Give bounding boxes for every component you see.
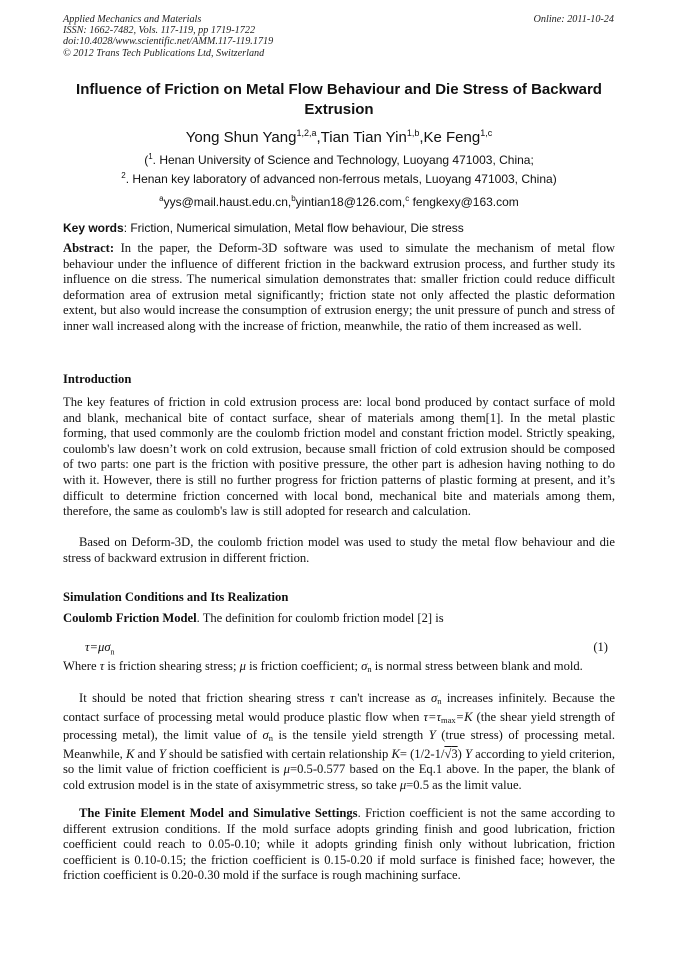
email-link[interactable]: fengkexy@163.com: [409, 195, 519, 209]
issn-line: ISSN: 1662-7482, Vols. 117-119, pp 1719-1722: [63, 25, 256, 37]
email-link[interactable]: yintian18@126.com,: [295, 195, 406, 209]
author-affil-sup: 1,c: [480, 128, 493, 138]
author-name: Ke Feng: [423, 129, 481, 146]
doi-line: doi:10.4028/www.scientific.net/AMM.117-119.1719: [63, 36, 274, 48]
author-list: Yong Shun Yang$^{1,2,a}$,Tian Tian Yin$^{1,b}$,Ke Feng$^{1,c}$: [185, 128, 493, 146]
author-affil-sup: 1,b: [406, 128, 420, 138]
coulomb-paragraph: Coulomb Friction Model. The definition for coulomb friction model [2] is: [63, 611, 444, 625]
sqrt-radicand: 3: [451, 746, 458, 761]
fem-paragraph: The Finite Element Model and Simulative Settings. Friction coefficient is not the same according to different extrusion conditions. If the mold surface adopts grinding finish and good lubrication, friction coefficient could reach to 0.05-0.10; while it adopts grinding finish only without lubrication, friction coefficient is 0.10-0.15; the friction coefficient is 0.15-0.20 if mold surface is finished face; however, the friction coefficient is 0.20-0.30 mold if the surface is rough machining surface.: [63, 806, 616, 883]
copyright-line: © 2012 Trans Tech Publications Ltd, Switzerland: [63, 47, 265, 59]
abstract: [63, 241, 615, 335]
online-date: Online: 2011-10-24: [533, 14, 614, 25]
introduction-paragraph-2: Based on Deform-3D, the coulomb friction model was used to study the metal flow behaviour and die stress of backward extrusion in different friction.: [63, 535, 615, 565]
equation-1: $\tau=\mu\sigma_n$: [85, 640, 115, 657]
abstract-text: In the paper, the Deform-3D software was used to simulate the mechanism of metal flow behaviour under the influence of different friction in the backward extrusion process, and further study its influence on die stress. The numerical simulation demonstrates that: smaller friction could reduce difficult deformation area of extrusion metal significantly; friction state not only affected the plastic deformation extent, but also would increase the consumption of extrusion energy; the unit pressure of punch and stress of inner wall increased along with the increase of friction, meanwhile, the ratio of them increased as well.: [63, 241, 615, 333]
section-heading-simulation: Simulation Conditions and Its Realization: [63, 590, 289, 604]
section-heading-introduction: Introduction: [63, 372, 132, 386]
friction-limit-paragraph: It should be noted that friction shearing stress τ can't increase as $\sigma_n$ increases infinitely. Because the contact surface of processing metal would produce plastic flow when $\tau=\tau_{max}=K$ (the shear yield strength of processing metal), the limit value of $\sigma_n$ is the tensile yield strength Y (true stress) of processing metal. Meanwhile, K and Y should be satisfied with certain relationship K= (1/2-1/√3) Y according to yield criterion, so the limit value of friction coefficient is μ=0.5-0.577 based on the Eq.1 above. In the paper, the blank of cold extrusion model is in the state of axisymmetric stress, so take μ=0.5 as the limit value.: [63, 691, 615, 792]
keywords: [63, 221, 615, 235]
coulomb-label: Coulomb Friction Model: [63, 611, 197, 625]
author-affil-sup: 1,2,a: [296, 128, 317, 138]
author-emails: $^a$yys@mail.haust.edu.cn,$^b$yintian18@126.com,$^c$ fengkexy@163.com: [159, 194, 519, 209]
keywords-label: Key words: [63, 221, 124, 235]
affiliation-1: ($^1$. Henan University of Science and Technology, Luoyang 471003, China;: [144, 152, 534, 167]
email-link[interactable]: yys@mail.haust.edu.cn,: [163, 195, 292, 209]
journal-header: [63, 14, 273, 59]
author-name: Yong Shun Yang: [185, 129, 297, 146]
affiliation-2: $^2$. Henan key laboratory of advanced non-ferrous metals, Luoyang 471003, China): [121, 171, 557, 186]
paper-title: Influence of Friction on Metal Flow Behaviour and Die Stress of Backward Extrusion: [76, 81, 602, 118]
journal-name: Applied Mechanics and Materials: [63, 14, 202, 25]
abstract-label: Abstract:: [63, 241, 115, 255]
equation-number: (1): [593, 640, 608, 654]
where-paragraph: Where τ is friction shearing stress; μ is friction coefficient; $\sigma_n$ is normal stress between blank and mold.: [63, 659, 583, 674]
introduction-paragraph-1: The key features of friction in cold extrusion process are: local bond produced by contact surface of mold and blank, mechanical bite of contact surface, shear of materials among them[1]. In the metal plastic forming, that used commonly are the coulomb friction model and constant friction model. Strictly speaking, coulomb's law doesn’t work on cold extrusion, because small friction of cold extrusion should be composed of two parts: one part is the friction with positive pressure, the other part is adhesion having nothing to do with it. However, there is still no further progress for friction patterns of plastic forming at present, and it’s difficult to determine friction concerned with local bond, mechanical bite and materials among them, therefore, the same as coulomb's law is still adopted for research and calculation.: [63, 395, 615, 519]
fem-label: The Finite Element Model and Simulative Settings: [79, 806, 358, 820]
author-name: Tian Tian Yin: [320, 129, 407, 146]
keywords-text: : Friction, Numerical simulation, Metal flow behaviour, Die stress: [123, 221, 464, 235]
